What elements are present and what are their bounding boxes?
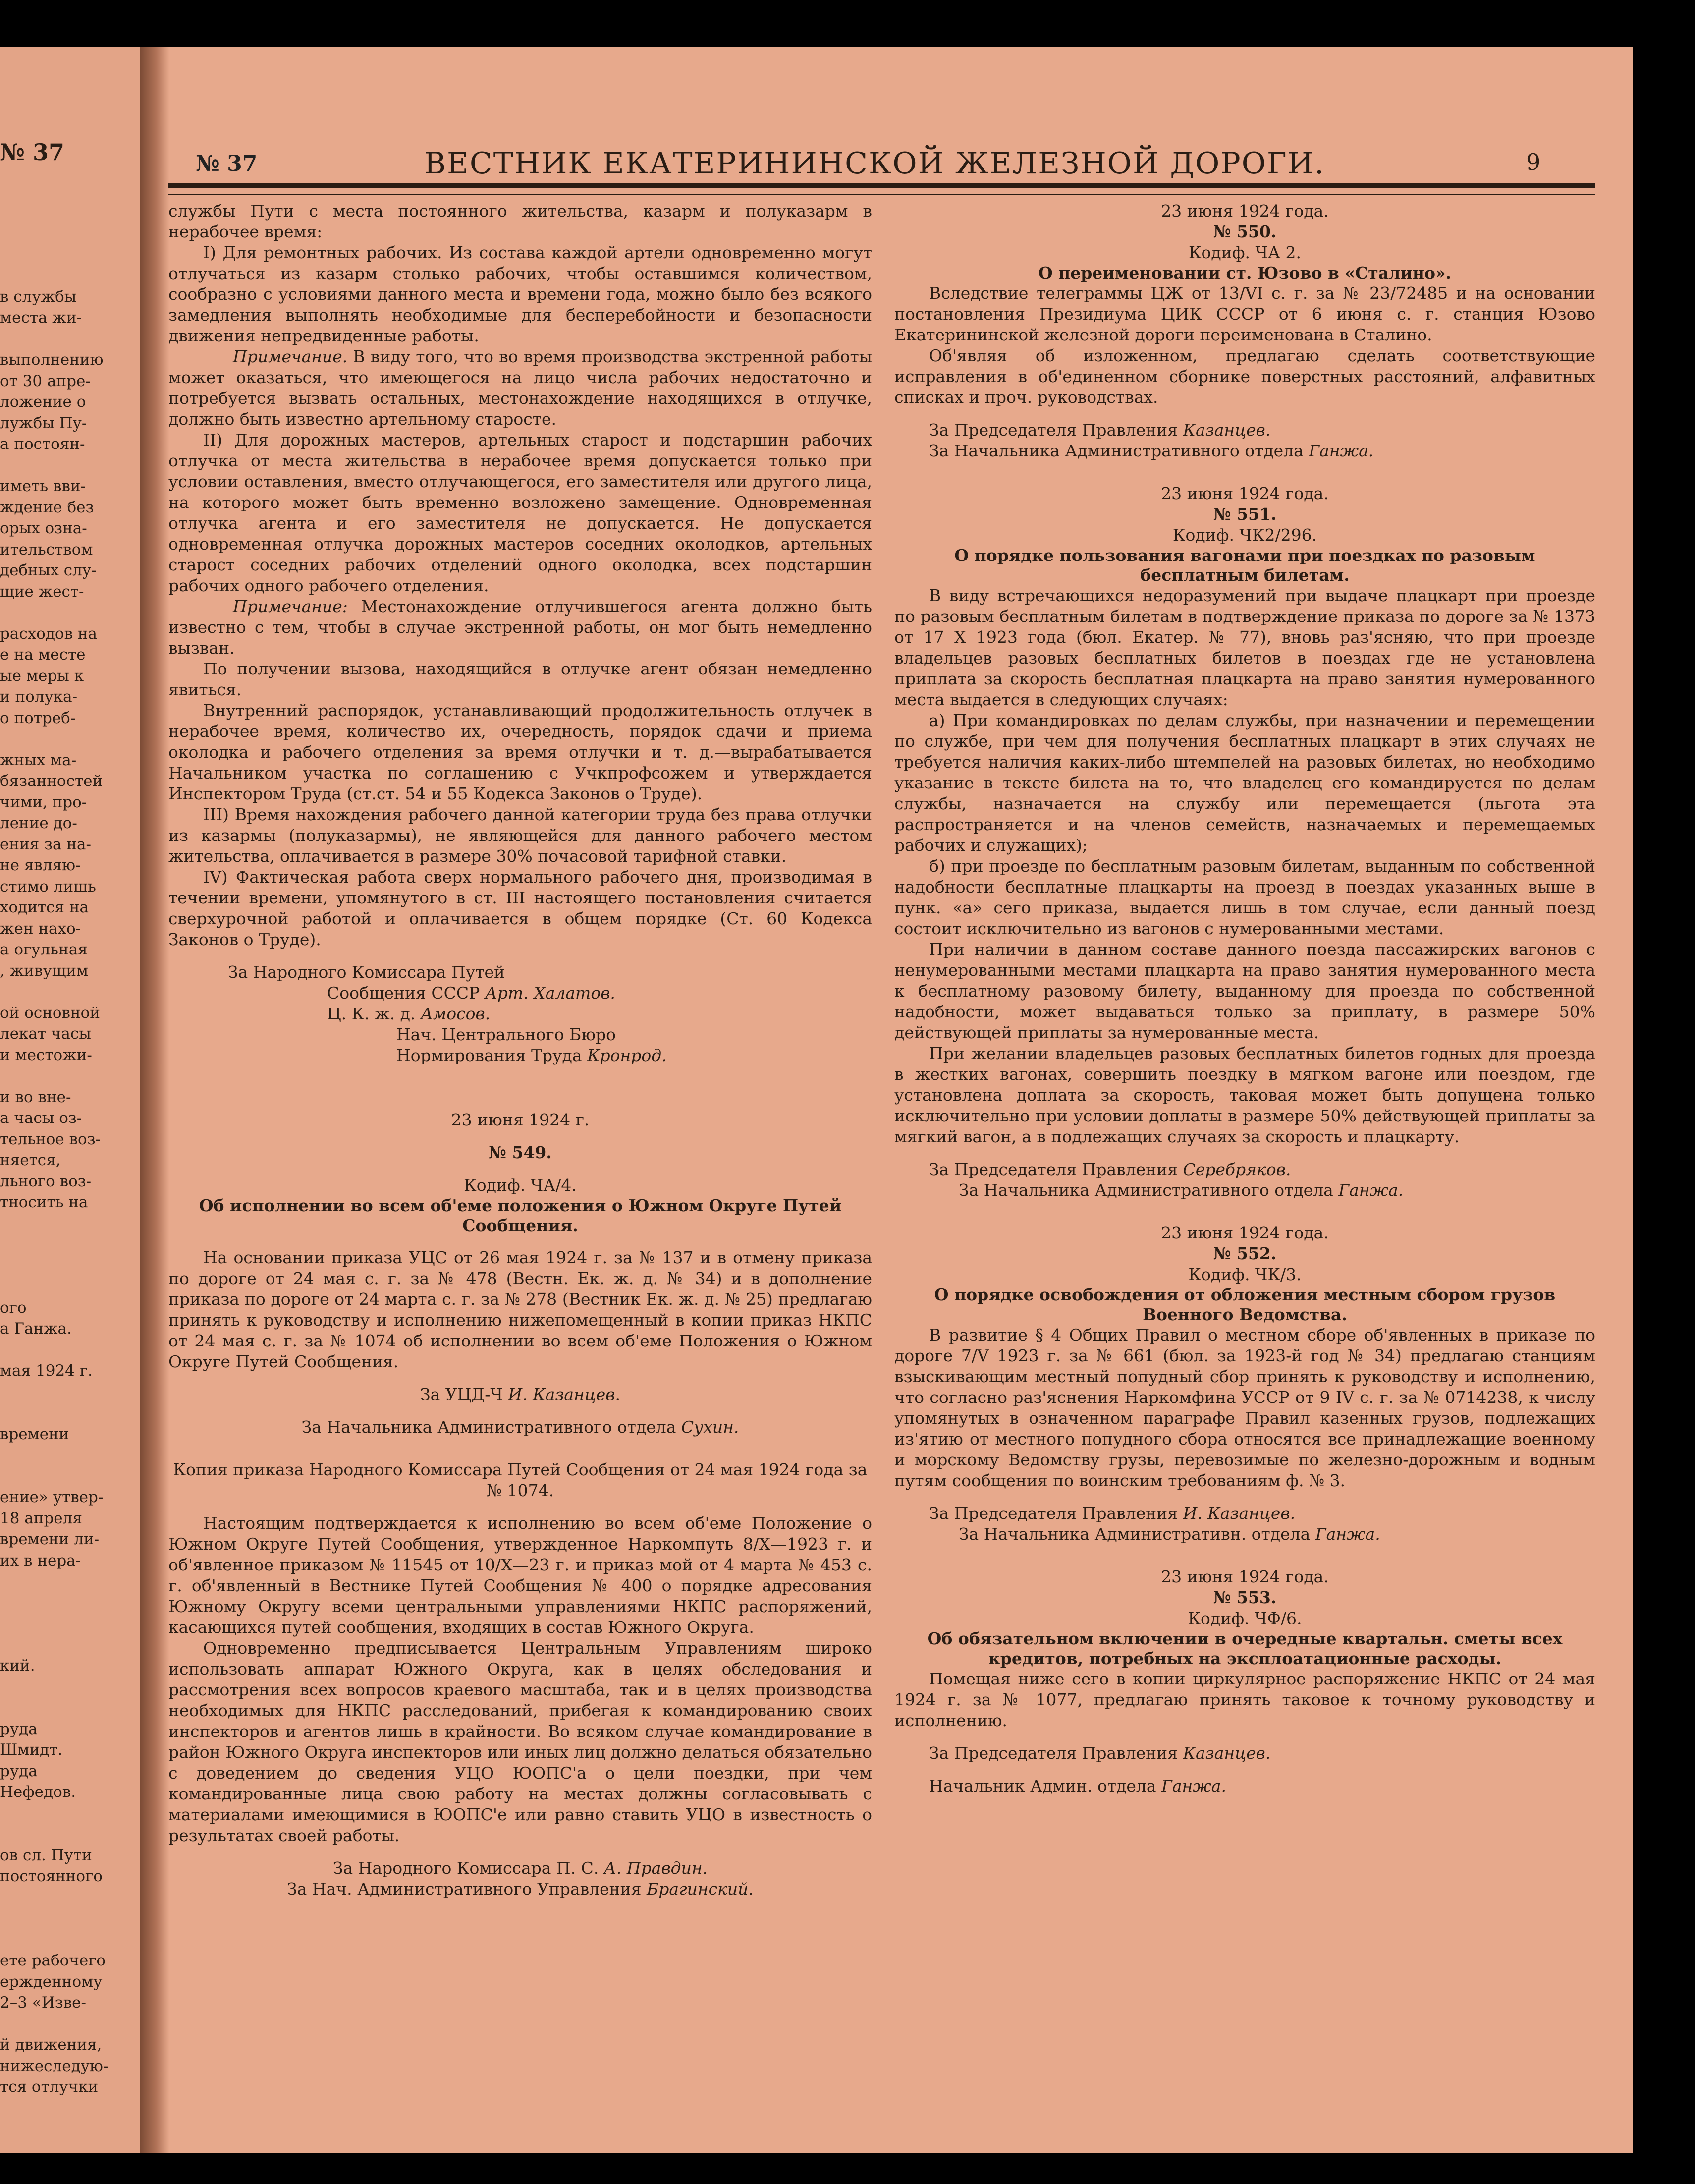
left-fragment-line: ете рабочего xyxy=(0,1952,106,1969)
signature-name: Ганжа. xyxy=(1309,441,1374,460)
left-fragment-line: в службы xyxy=(0,287,77,306)
left-fragment-line: выполнению xyxy=(0,351,104,369)
left-fragment-line: времени xyxy=(0,1425,69,1443)
order-date: 23 июня 1924 года. xyxy=(1161,1223,1329,1242)
left-fragment-line: их в нера- xyxy=(0,1551,81,1569)
left-fragment-line: ление до- xyxy=(0,814,77,832)
left-fragment-line: дебных слу- xyxy=(0,561,97,579)
left-fragment-line: а огульная xyxy=(0,941,88,958)
signature-name: И. Казанцев. xyxy=(1183,1504,1296,1523)
signature-title: За Председателя Правления xyxy=(929,420,1183,440)
signature-title: За Начальника Административного отдела xyxy=(959,1180,1339,1200)
left-fragment-line xyxy=(0,1697,146,1719)
order-number: № 550. xyxy=(1213,222,1277,241)
order-code: Кодиф. ЧК/3. xyxy=(1188,1265,1302,1284)
note-paragraph xyxy=(168,346,872,430)
header-issue-number: № 37 xyxy=(196,151,258,176)
left-fragment-line: тносить на xyxy=(0,1193,88,1211)
signature-line xyxy=(894,1743,1595,1764)
signature-title: Сообщения СССР xyxy=(327,983,485,1003)
signature-line xyxy=(894,1524,1595,1545)
main-page xyxy=(168,47,1630,2153)
order-date: 23 июня 1924 года. xyxy=(1161,484,1329,503)
signature-title: Ц. К. ж. д. xyxy=(327,1004,421,1023)
left-fragment-line xyxy=(0,2014,146,2035)
note-paragraph xyxy=(168,596,872,659)
left-fragment-line: лекат часы xyxy=(0,1025,91,1043)
left-fragment-line: постоянного xyxy=(0,1867,103,1885)
left-fragment-line: а часы оз- xyxy=(0,1109,82,1127)
left-fragment-line xyxy=(0,1613,146,1634)
left-fragment-line: расходов на xyxy=(0,624,98,643)
paragraph: При желании владельцев разовых бесплатных билетов годных для проезда в жестких вагонах, совершить поездку в мягком вагоне или поездом, где установлена доплата за скорость, таковая может быть допущена только исключительно при условии доплаты в размере 50% действующей приплаты за мягкий вагон, а в подлежащих случаях за скорость и плацкарту. xyxy=(894,1044,1595,1146)
paragraph: Одновременно предписывается Центральным Управлениям широко использовать аппарат Южного Округа, как в целях обследования и рассмотрения всех вопросов краевого масштаба, так и в целях производства необходимых для НКПС расследований, прибегая к командированию своих инспекторов и агентов лишь в крайности. Во всяком случае командирование в район Южного Округа инспекторов или иных лиц должно делаться обязательно с доведением до сведения УЦО ЮОПС'а о цели поездки, при чем командированные лица свою работу на местах должны согласовывать с материалами имеющимися в ЮОПС'е или равно ставить УЦО в известность о результатах своей работы. xyxy=(168,1638,872,1845)
left-fragment-line xyxy=(0,1065,146,1087)
order-title: О переименовании ст. Юзово в «Сталино». xyxy=(1038,263,1452,282)
order-date: 23 июня 1924 года. xyxy=(1161,1567,1329,1586)
left-fragment-line: щие жест- xyxy=(0,582,84,601)
order-code: Кодиф. ЧА/4. xyxy=(464,1176,577,1195)
header-page-number: 9 xyxy=(1526,149,1541,175)
left-fragment-line xyxy=(0,1592,146,1614)
left-fragment-line xyxy=(0,1803,146,1824)
order-title: Об обязательном включении в очередные квартальн. сметы всех кредитов, потребных на эксплоатационные расходы. xyxy=(927,1629,1563,1668)
left-fragment-line: не являю- xyxy=(0,856,81,874)
left-fragment-line: 2–3 «Изве- xyxy=(0,1994,86,2012)
signature-name: Серебряков. xyxy=(1183,1160,1291,1179)
paragraph: По получении вызова, находящийся в отлучке агент обязан немедленно явиться. xyxy=(168,659,872,699)
left-fragment-line: а Ганжа. xyxy=(0,1320,72,1338)
left-fragment-line: бязанностей xyxy=(0,772,103,790)
left-fragment-line: ительством xyxy=(0,540,93,559)
left-fragment-line: и полука- xyxy=(0,688,78,706)
paragraph: IV) Фактическая работа сверх нормального рабочего дня, производимая в течении времени, упомянутого в ст. III настоящего постановления считается сверхурочной работой и оплачивается в общем порядке (Ст. 60 Кодекса Законов о Труде). xyxy=(168,867,872,949)
left-fragment-line: е на месте xyxy=(0,646,86,664)
header-rule xyxy=(168,183,1595,195)
left-fragment-line xyxy=(0,1255,146,1277)
left-fragment-line: 18 апреля xyxy=(0,1509,82,1527)
signature-line xyxy=(168,1004,872,1024)
left-fragment-line xyxy=(0,265,146,286)
order-number: № 553. xyxy=(1213,1588,1277,1607)
signature-line xyxy=(894,420,1595,441)
signature-line xyxy=(168,1384,872,1405)
order-number: № 551. xyxy=(1213,504,1277,524)
signature-line: За Народного Комиссара Путей xyxy=(228,962,505,982)
left-fragment-line: няется, xyxy=(0,1151,61,1169)
signature-line xyxy=(168,1879,872,1900)
signature-name: Казанцев. xyxy=(1183,1743,1271,1763)
left-fragment-line: , живущим xyxy=(0,961,89,980)
left-fragment-line: ждение без xyxy=(0,498,94,516)
signature-name: Ганжа. xyxy=(1338,1180,1404,1200)
signature-name: Казанцев. xyxy=(1183,420,1271,440)
left-fragment-line: времени ли- xyxy=(0,1530,100,1548)
newspaper-spread xyxy=(0,47,1633,2153)
signature-title: За Председателя Правления xyxy=(929,1504,1183,1523)
left-fragment-line xyxy=(0,1887,146,1908)
signature-title: За Начальника Административного отдела xyxy=(301,1417,681,1437)
left-fragment-line: и местожи- xyxy=(0,1046,92,1064)
left-fragment-line: ходится на xyxy=(0,898,89,916)
left-fragment-line: ения за на- xyxy=(0,835,91,853)
left-fragment-line xyxy=(0,981,146,1003)
paragraph: При наличии в данном составе данного поезда пассажирских вагонов с ненумерованными местами плацкарта на право занятия нумерованного места к бесплатному разовому билету, выданному для проезда по собственной надобности, может выдаваться только за приплату, в размере 50% действующей приплаты за нумерованные места. xyxy=(894,940,1595,1042)
left-fragment-line xyxy=(0,1340,146,1361)
left-fragment-line: орых озна- xyxy=(0,519,87,537)
order-title: О порядке пользования вагонами при поездках по разовым бесплатным билетам. xyxy=(954,546,1535,585)
paragraph: а) При командировках по делам службы, при назначении и перемещении по службе, при чем для получения бесплатных плацкарт в этих случаях не требуется наличия каких-либо штемпелей на разовых билетах, но необходимо указание в тексте билета на то, что владелец его командируется по делам службы, назначается на службу или перемещается (льгота эта распространяется и на членов семейств, назначаемых и перемещаемых рабочих и служащих); xyxy=(894,711,1595,855)
order-title: Об исполнении во всем об'еме положения о Южном Округе Путей Сообщения. xyxy=(199,1196,842,1235)
paragraph: службы Пути с места постоянного жительства, казарм и полуказарм в нерабочее время: xyxy=(168,201,872,241)
signature-title: За Председателя Правления xyxy=(929,1160,1183,1179)
order-code: Кодиф. ЧФ/6. xyxy=(1188,1609,1302,1628)
signature-name: Сухин. xyxy=(681,1417,739,1437)
signature-line xyxy=(168,1417,872,1438)
paragraph: Об'являя об изложенном, предлагаю сделать соответствующие исправления в об'единенном сборнике поверстных расстояний, алфавитных списках и проч. руководствах. xyxy=(894,346,1595,407)
left-fragment-line: ого xyxy=(0,1298,27,1317)
paragraph: Настоящим подтверждается к исполнению во всем об'еме Положение о Южном Округе Путей Сообщения, утвержденное Наркомпуть 8/X—1923 г. и об'явленное приказом № 11545 от 10/X—23 г. и приказ мой от 4 марта № 453 с. г. об'явленный в Вестнике Путей Сообщения № 400 о порядке адресования Южному Округу всеми центральными управлениями НКПС распоряжений, касающихся путей сообщения, входящих в состав Южного Округа. xyxy=(168,1513,872,1637)
signature-title: Нормирования Труда xyxy=(396,1046,588,1065)
order-number: № 549. xyxy=(489,1143,552,1162)
paragraph: I) Для ремонтных рабочих. Из состава каждой артели одновременно могут отлучаться из казарм столько рабочих, чтобы оставшимся количеством, сообразно с условиями данного места и времени года, можно было без всякого замедления выполнять необходимые для бесперебойности и безопасности движения непредвиденные работы. xyxy=(168,243,872,345)
left-fragment-line: ение» утвер- xyxy=(0,1488,104,1506)
signature-line xyxy=(894,1776,1595,1796)
signature-name: А. Правдин. xyxy=(603,1858,708,1878)
left-fragment-line xyxy=(0,1213,146,1234)
left-fragment-line xyxy=(0,602,146,623)
signature-line xyxy=(168,1045,872,1066)
left-fragment-line xyxy=(0,1634,146,1656)
left-fragment-line: места жи- xyxy=(0,309,82,327)
left-fragment-line xyxy=(0,1402,146,1424)
page-gutter xyxy=(140,47,169,2153)
paragraph: II) Для дорожных мастеров, артельных старост и подстаршин рабочих отлучка от места жительства в нерабочее время допускается только при условии оставления, вместо отлучающегося, его заместителя или другого лица, на которого может быть временно возложено замещение. Одновременная отлучка агента и его заместителя не допускается. Не допускается одновременная отлучка дорожных мастеров соседних околодков, артельных старост соседних рабочих отделений одного околодка, всех подстаршин рабочих одного рабочего отделения. xyxy=(168,430,872,595)
left-fragment-line: ые меры к xyxy=(0,667,84,685)
signature-name: И. Казанцев. xyxy=(508,1385,620,1404)
signature-line xyxy=(168,1858,872,1879)
left-fragment-line: ов сл. Пути xyxy=(0,1846,92,1864)
signature-title: За Народного Комиссара П. С. xyxy=(332,1858,604,1878)
left-fragment-line xyxy=(0,455,146,476)
left-fragment-line: ложение о xyxy=(0,393,86,411)
left-fragment-line: льного воз- xyxy=(0,1172,92,1190)
left-fragment-line xyxy=(0,1908,146,1929)
left-fragment-line xyxy=(0,1234,146,1255)
order-code: Кодиф. ЧА 2. xyxy=(1188,243,1301,262)
signature-line: Нач. Центрального Бюро xyxy=(396,1025,616,1044)
left-fragment-line: жен нахо- xyxy=(0,919,81,938)
left-fragment-line xyxy=(0,1929,146,1951)
signature-line xyxy=(894,1180,1595,1201)
left-fragment-line: Нефедов. xyxy=(0,1783,76,1801)
signature-title: Начальник Админ. отдела xyxy=(929,1776,1162,1795)
order-code: Кодиф. ЧК2/296. xyxy=(1172,525,1317,545)
paragraph: б) при проезде по бесплатным разовым билетам, выданным по собственной надобности бесплатные плацкарты на проезд в поездах указанных выше в пунк. «а» сего приказа, выдается лишь в том случае, если данный поезд состоит исключительно из вагонов с нумерованными местами. xyxy=(894,856,1595,938)
left-fragment-line: а постоян- xyxy=(0,435,85,453)
left-page-text-fragments xyxy=(0,265,146,2098)
signature-line xyxy=(894,441,1595,461)
paragraph: Внутренний распорядок, устанавливающий продолжительность отлучек в нерабочее время, количество их, очередность, порядок сдачи и приема околодка и рабочего отделения за время отлучки и т. д.—вырабатывается Начальником участка по соглашению с Учкпрофсожем и утверждается Инспектором Труда (ст.ст. 54 и 55 Кодекса Законов о Труде). xyxy=(168,701,872,803)
left-fragment-line: тельное воз- xyxy=(0,1130,101,1148)
left-fragment-line: и во вне- xyxy=(0,1088,71,1106)
page-header xyxy=(168,146,1588,181)
left-fragment-line: нижеследую- xyxy=(0,2057,109,2075)
signature-title: За Председателя Правления xyxy=(929,1743,1183,1763)
left-fragment-line xyxy=(0,1445,146,1466)
paragraph: В развитие § 4 Общих Правил о местном сборе об'явленных в приказе по дороге 7/V 1923 г. за № 661 (бюл. за 1923-й год № 34) предлагаю станциям взыскивающим местный попудный сбор принять к руководству и исполнению, что согласно раз'яснения Наркомфина УССР от 9 IV с. г. за № 0714238, к числу упомянутых в означенном параграфе Правил казенных грузов, подлежащих из'ятию от местного попудного сбора относятся все принадлежащие военному и морскому Ведомству грузы, перевозимые по железно-дорожным и водным путям сообщения по воинским требованиям ф. № 3. xyxy=(894,1325,1595,1490)
left-fragment-line: й движения, xyxy=(0,2036,102,2054)
left-column xyxy=(168,201,872,1900)
signature-title: За УЦД-Ч xyxy=(420,1385,508,1404)
signature-title: За Начальника Административного отдела xyxy=(929,441,1309,460)
paragraph: В виду встречающихся недоразумений при выдаче плацкарт при проезде по разовым бесплатным билетам в подтверждение приказа по дороге за № 1373 от 17 X 1923 года (бюл. Екатер. № 77), вновь раз'ясняю, что при проезде владельцев разовых бесплатных билетов в поездах где не установлена приплата за скорость бесплатная плацкарта на право занятия нумерованного места выдается в следующих случаях: xyxy=(894,586,1595,709)
paragraph: Вследствие телеграммы ЦЖ от 13/VI с. г. за № 23/72485 и на основании постановления Президиума ЦИК СССР от 6 июня с. г. станция Юзово Екатерининской железной дороги переименована в Сталино. xyxy=(894,283,1595,344)
left-fragment-line xyxy=(0,1382,146,1403)
left-fragment-line xyxy=(0,1276,146,1297)
left-page-issue-number: № 37 xyxy=(0,139,65,166)
paragraph: III) Время нахождения рабочего данной категории труда без права отлучки из казармы (полуказармы), не являющейся для данного рабочего местом жительства, оплачивается в размере 30% почасовой тарифной ставки. xyxy=(168,805,872,866)
left-fragment-line: руда xyxy=(0,1720,38,1738)
note-text: В виду того, что во время производства экстренной работы может оказаться, что имеющегося на лицо числа рабочих недостаточно и потребуется вызвать остальных, местонахождение находящихся в отлучке, должно быть известно артельному старосте. xyxy=(168,347,872,429)
left-fragment-line: тся отлучки xyxy=(0,2078,99,2096)
signature-title: За Начальника Административн. отдела xyxy=(959,1524,1315,1544)
signature-line xyxy=(168,983,872,1004)
order-date: 23 июня 1924 года. xyxy=(1161,201,1329,221)
signature-line xyxy=(894,1503,1595,1524)
order-title: О порядке освобождения от обложения местным сбором грузов Военного Ведомства. xyxy=(934,1285,1556,1324)
signature-name: Ганжа. xyxy=(1315,1524,1380,1544)
left-fragment-line: иметь вви- xyxy=(0,477,86,495)
paragraph: На основании приказа УЦС от 26 мая 1924 г. за № 137 и в отмену приказа по дороге от 24 мая с. г. за № 478 (Вестн. Ек. ж. д. № 34) и в дополнение приказа по дороге от 24 марта с. г. за № 278 (Вестник Ек. ж. д. № 25) предлагаю принять к руководству и исполнению нижепомещенный в копии приказ НКПС от 24 мая с. г. за № 1074 об исполнении во всем об'еме Положения о Южном Округе Путей Сообщения. xyxy=(168,1248,872,1371)
signature-line xyxy=(894,1159,1595,1180)
left-fragment-line: от 30 апре- xyxy=(0,372,91,390)
left-fragment-line: кий. xyxy=(0,1657,35,1675)
left-fragment-line: ержденному xyxy=(0,1972,103,1991)
order-date: 23 июня 1924 г. xyxy=(451,1110,590,1129)
signature-name: Кронрод. xyxy=(587,1046,667,1065)
signature-name: Амосов. xyxy=(420,1004,491,1023)
left-fragment-line xyxy=(0,1466,146,1487)
left-fragment-line xyxy=(0,728,146,750)
left-fragment-line: мая 1924 г. xyxy=(0,1362,93,1380)
note-text: Местонахождение отлучившегося агента должно быть известно с тем, чтобы в случае экстренной работы, он мог быть немедленно вызван. xyxy=(168,597,872,658)
left-fragment-line xyxy=(0,329,146,350)
left-fragment-line: жных ма- xyxy=(0,751,77,769)
left-fragment-line: чими, про- xyxy=(0,793,87,811)
left-fragment-line xyxy=(0,1571,146,1592)
signature-title: За Нач. Административного Управления xyxy=(287,1879,647,1899)
order-number: № 552. xyxy=(1213,1244,1277,1263)
left-fragment-line: руда xyxy=(0,1762,38,1780)
signature-name: Арт. Халатов. xyxy=(485,983,615,1003)
copy-heading: Копия приказа Народного Комиссара Путей Сообщения от 24 мая 1924 года за № 1074. xyxy=(173,1460,868,1500)
paragraph: Помещая ниже сего в копии циркулярное распоряжение НКПС от 24 мая 1924 г. за № 1077, предлагаю принять таковое к точному руководству и исполнению. xyxy=(894,1669,1595,1730)
signature-name: Брагинский. xyxy=(646,1879,754,1899)
header-title: ВЕСТНИК ЕКАТЕРИНИНСКОЙ ЖЕЛЕЗНОЙ ДОРОГИ. xyxy=(424,146,1325,181)
right-column xyxy=(894,201,1595,1796)
signature-name: Ганжа. xyxy=(1161,1776,1226,1795)
note-label: Примечание. xyxy=(233,347,348,366)
left-fragment-line: стимо лишь xyxy=(0,877,96,896)
note-label: Примечание: xyxy=(233,597,348,616)
left-fragment-line: о потреб- xyxy=(0,709,76,727)
left-fragment-line xyxy=(0,1677,146,1698)
left-page-fragment xyxy=(0,47,146,2153)
left-fragment-line: ой основной xyxy=(0,1004,100,1022)
left-fragment-line: Шмидт. xyxy=(0,1741,63,1759)
left-fragment-line xyxy=(0,1824,146,1845)
left-fragment-line: лужбы Пу- xyxy=(0,414,87,432)
